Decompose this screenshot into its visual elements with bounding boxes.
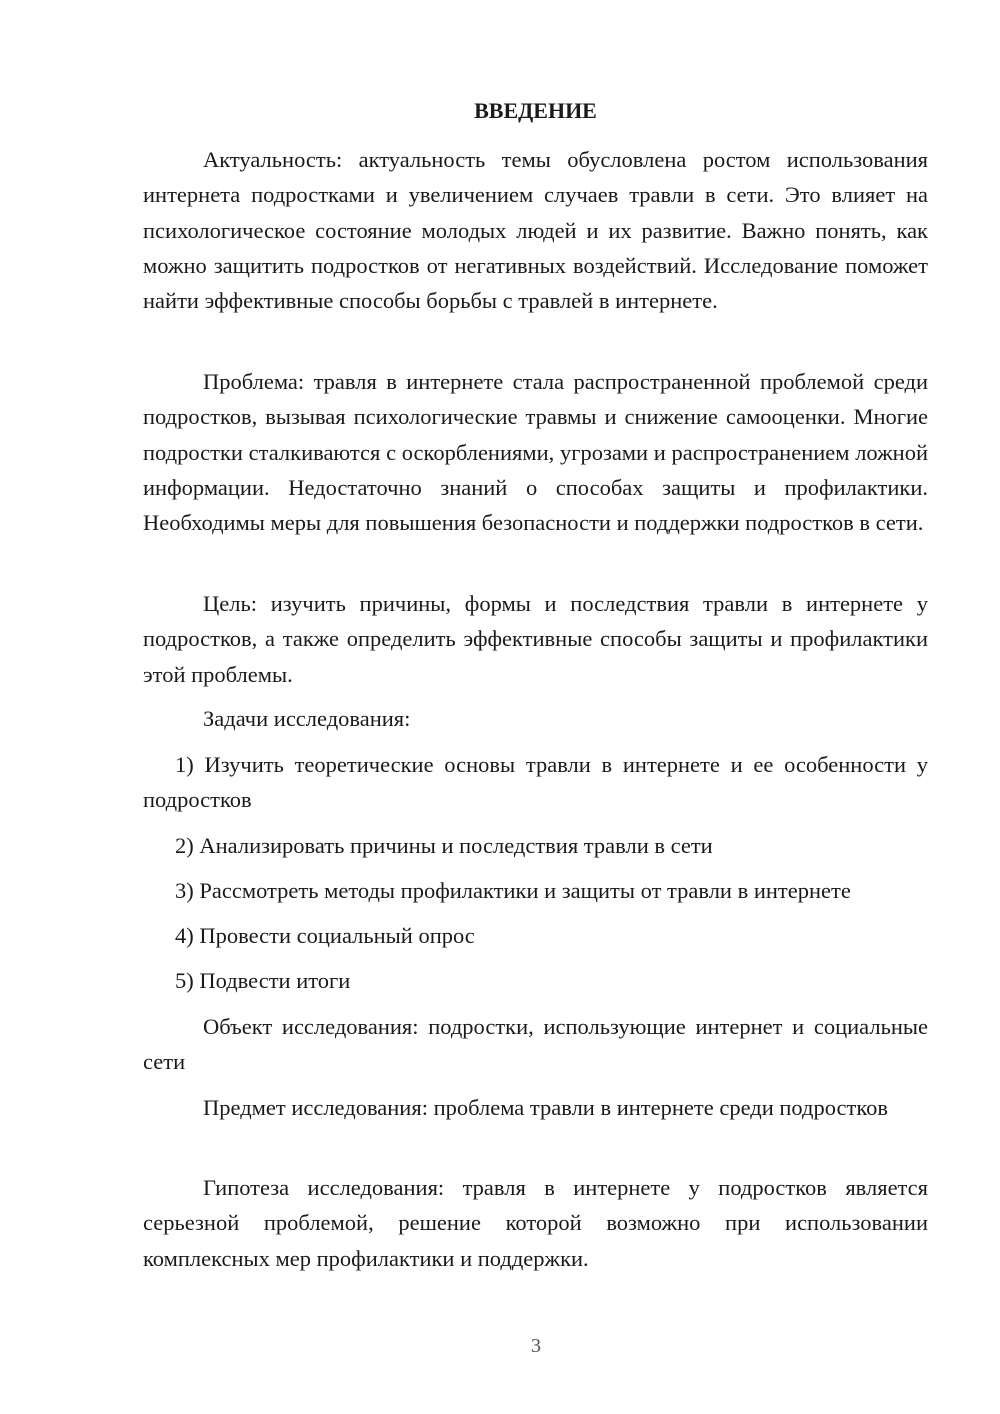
task-item-5: 5) Подвести итоги	[175, 968, 351, 993]
task-item-4: 4) Провести социальный опрос	[175, 923, 475, 948]
task-item-3: 3) Рассмотреть методы профилактики и защиты от травли в интернете	[175, 878, 851, 903]
subject-paragraph: Предмет исследования: проблема травли в интернете среди подростков	[203, 1095, 889, 1120]
object-paragraph: Объект исследования: подростки, использующие интернет и социальные сети	[143, 1014, 928, 1075]
task-item-1: 1) Изучить теоретические основы травли в интернете и ее особенности у подростков	[143, 752, 928, 813]
page-title: ВВЕДЕНИЕ	[474, 98, 597, 123]
page-number: 3	[531, 1335, 541, 1357]
task-item-2: 2) Анализировать причины и последствия травли в сети	[175, 833, 713, 858]
hypothesis-paragraph: Гипотеза исследования: травля в интернете у подростков является серьезной проблемой, решение которой возможно при использовании комплексных мер профилактики и поддержки.	[143, 1175, 928, 1271]
relevance-paragraph: Актуальность: актуальность темы обусловлена ростом использования интернета подростками и увеличением случаев травли в сети. Это влияет на психологическое состояние молодых людей и их развитие. Важно понять, как можно защитить подростков от негативных воздействий. Исследование поможет найти эффективные способы борьбы с травлей в интернете.	[143, 147, 928, 314]
goal-paragraph: Цель: изучить причины, формы и последствия травли в интернете у подростков, а также определить эффективные способы защиты и профилактики этой проблемы.	[143, 591, 928, 687]
problem-paragraph: Проблема: травля в интернете стала распространенной проблемой среди подростков, вызывая психологические травмы и снижение самооценки. Многие подростки сталкиваются с оскорблениями, угрозами и распространением ложной информации. Недостаточно знаний о способах защиты и профилактики. Необходимы меры для повышения безопасности и поддержки подростков в сети.	[143, 369, 928, 536]
tasks-title: Задачи исследования:	[203, 706, 411, 731]
